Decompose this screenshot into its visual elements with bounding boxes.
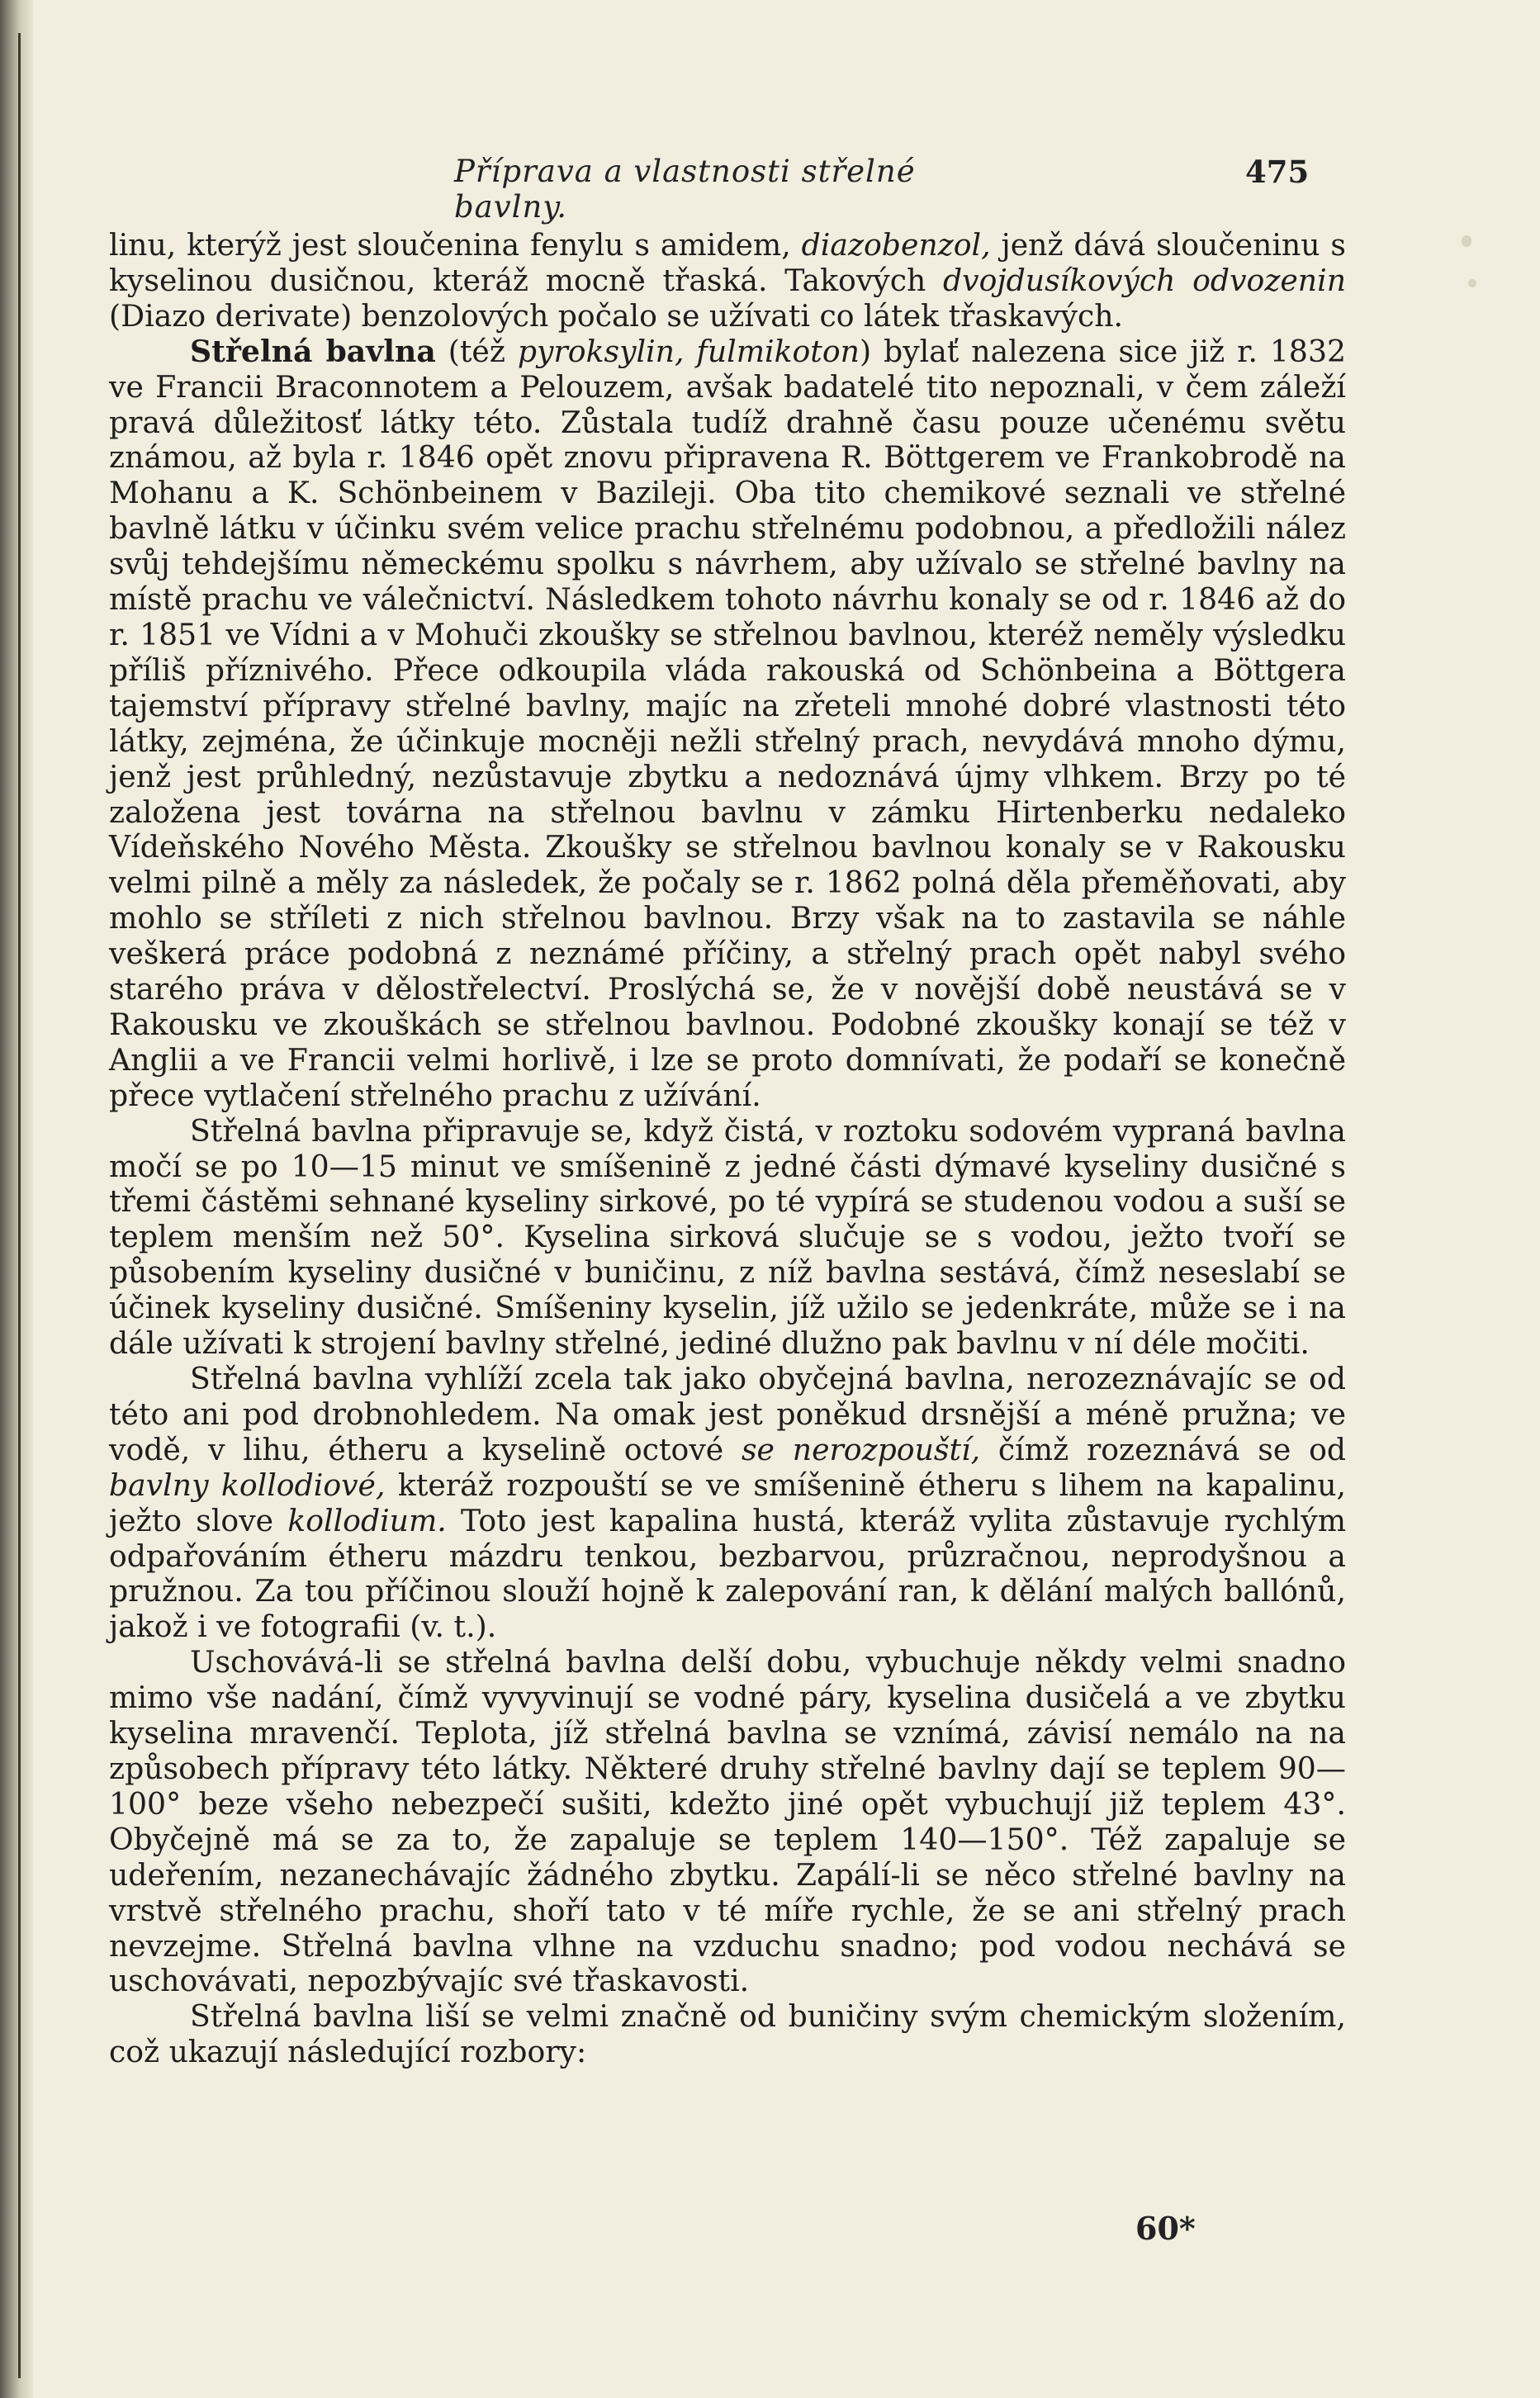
page-header	[33, 154, 1540, 225]
italic-term: pyroksylin, fulmikoton	[517, 333, 860, 369]
page-number: 475	[1245, 154, 1310, 190]
paragraph-3: Střelná bavlna připravuje se, když čistá, v roztoku sodovém vypraná bavlna močí se po 10—15 minut ve smíšenině z jedné části dýmavé kyseliny dusičné s třemi částěmi sehnané kyseliny sirkové, po té vypírá se studenou vodou a suší se teplem menším než 50°. Kyselina sirková slučuje se s vodou, ježto tvoří se působením kyseliny dusičné v buničinu, z níž bavlna sestává, čímž neseslabí se účinek kyseliny dusičné. Smíšeniny kyselin, jíž užilo se jedenkráte, může se i na dále užívati k strojení bavlny střelné, jediné dlužno pak bavlnu v ní déle močiti.	[109, 1112, 1346, 1362]
text-run: (Diazo derivate) benzolových počalo se užívati co látek třaskavých.	[109, 297, 1124, 334]
text-run: ) bylať nalezena sice již r. 1832 ve Francii Braconnotem a Pelouzem, avšak badatelé tito nepoznali, v čem záleží pravá důležitosť látky této. Zůstala tudíž drahně času pouze učenému světu známou, až byla r. 1846 opět znovu připravena R. Böttgerem ve Frankobrodě na Mohanu a K. Schönbeinem v Bazileji. Oba tito chemikové seznali ve střelné bavlně látku v účinku svém velice prachu střelnému podobnou, a předložili nález svůj tehdejšímu německému spolku s návrhem, aby užívalo se střelné bavlny na místě prachu ve válečnictví. Následkem tohoto návrhu konaly se od r. 1846 až do r. 1851 ve Vídni a v Mohuči zkoušky se střelnou bavlnou, kteréž neměly výsledku příliš příznivého. Přece odkoupila vláda rakouská od Schönbeina a Böttgera tajemství přípravy střelné bavlny, majíc na zřeteli mnohé dobré vlastnosti této látky, zejména, že účinkuje mocněji nežli střelný prach, nevydává mnoho dýmu, jenž jest průhledný, nezůstavuje zbytku a nedoznává újmy vlhkem. Brzy po té založena jest továrna na střelnou bavlnu v zámku Hirtenberku nedaleko Vídeňského Nového Města. Zkoušky se střelnou bavlnou konaly se v Rakousku velmi pilně a měly za následek, že počaly se r. 1862 polná děla přeměňovati, aby mohlo se stříleti z nich střelnou bavlnou. Brzy však na to zastavila se náhle veškerá práce podobná z neznámé příčiny, a střelný prach opět nabyl svého starého práva v dělostřelectví. Proslýchá se, že v novější době neustává se v Rakousku ve zkouškách se střelnou bavlnou. Podobné zkoušky konají se též v Anglii a ve Francii velmi horlivě, i lze se proto domnívati, že podaří se konečně přece vytlačení střelného prachu z užívání.	[109, 333, 1347, 1113]
gutter-line	[18, 33, 21, 2378]
signature-mark: 60*	[1135, 2210, 1196, 2247]
text-run: linu, kterýž jest sloučenina fenylu s amidem,	[109, 227, 802, 263]
italic-term: diazobenzol,	[801, 227, 991, 263]
text-run: čímž rozeznává se od	[980, 1431, 1347, 1467]
text-run: (též	[435, 333, 518, 369]
text-run: jenž dává sloučeninu s kyselinou dusičnou, kteráž mocně třaská. Takových	[109, 227, 1346, 298]
paragraph-2	[109, 334, 1346, 1114]
book-spine-shadow	[0, 0, 33, 2398]
italic-term: kollodium.	[287, 1502, 447, 1538]
body-text	[109, 228, 1346, 2070]
paragraph-1	[109, 228, 1346, 334]
running-title: Příprava a vlastnosti střelné bavlny.	[454, 154, 916, 225]
bold-term: Střelná bavlna	[190, 333, 436, 369]
paragraph-5: Uschovává-li se střelná bavlna delší dobu, vybuchuje někdy velmi snadno mimo vše nadání, čímž vyvyvinují se vodné páry, kyselina dusičelá a ve zbytku kyselina mravenčí. Teplota, jíž střelná bavlna se vznímá, závisí nemálo na na způsobech přípravy této látky. Některé druhy střelné bavlny dají se teplem 90—100° beze všeho nebezpečí sušiti, kdežto jiné opět vybuchují již teplem 43°. Obyčejně má se za to, že zapaluje se teplem 140—150°. Též zapaluje se udeřením, nezanechávajíc žádného zbytku. Zapálí-li se něco střelné bavlny na vrstvě střelného prachu, shoří tato v té míře rychle, že se ani střelný prach nevzejme. Střelná bavlna vlhne na vzduchu snadno; pod vodou nechává se uschovávati, nepozbývajíc své třaskavosti.	[109, 1644, 1346, 1999]
italic-term: bavlny kollodiové,	[109, 1467, 386, 1503]
text-run: Střelná bavlna vyhlíží zcela tak jako obyčejná bavlna, nerozeznávajíc se od této ani pod drobnohledem. Na omak jest poněkud drsnější a méně pružna; ve vodě, v lihu, étheru a kyselině octové	[109, 1361, 1346, 1467]
text-run: Toto jest kapalina hustá, kteráž vylita zůstavuje rychlým odpařováním étheru mázdru tenkou, bezbarvou, průzračnou, neprodyšnou a pružnou. Za tou příčinou slouží hojně k zalepování ran, k dělání malých ballónů, jakož i ve fotografii (v. t.).	[109, 1502, 1347, 1645]
italic-term: se nerozpouští,	[741, 1431, 981, 1467]
book-page	[33, 0, 1540, 2398]
italic-term: dvojdusíkových odvozenin	[943, 262, 1346, 298]
paragraph-6: Střelná bavlna liší se velmi značně od buničiny svým chemickým složením, což ukazují následující rozbory:	[109, 1998, 1346, 2070]
paper-stain	[1468, 279, 1476, 287]
text-run: kteráž rozpouští se ve smíšenině étheru s lihem na kapalinu, ježto slove	[109, 1467, 1347, 1538]
paragraph-4	[109, 1362, 1346, 1645]
paper-stain	[1462, 235, 1471, 247]
